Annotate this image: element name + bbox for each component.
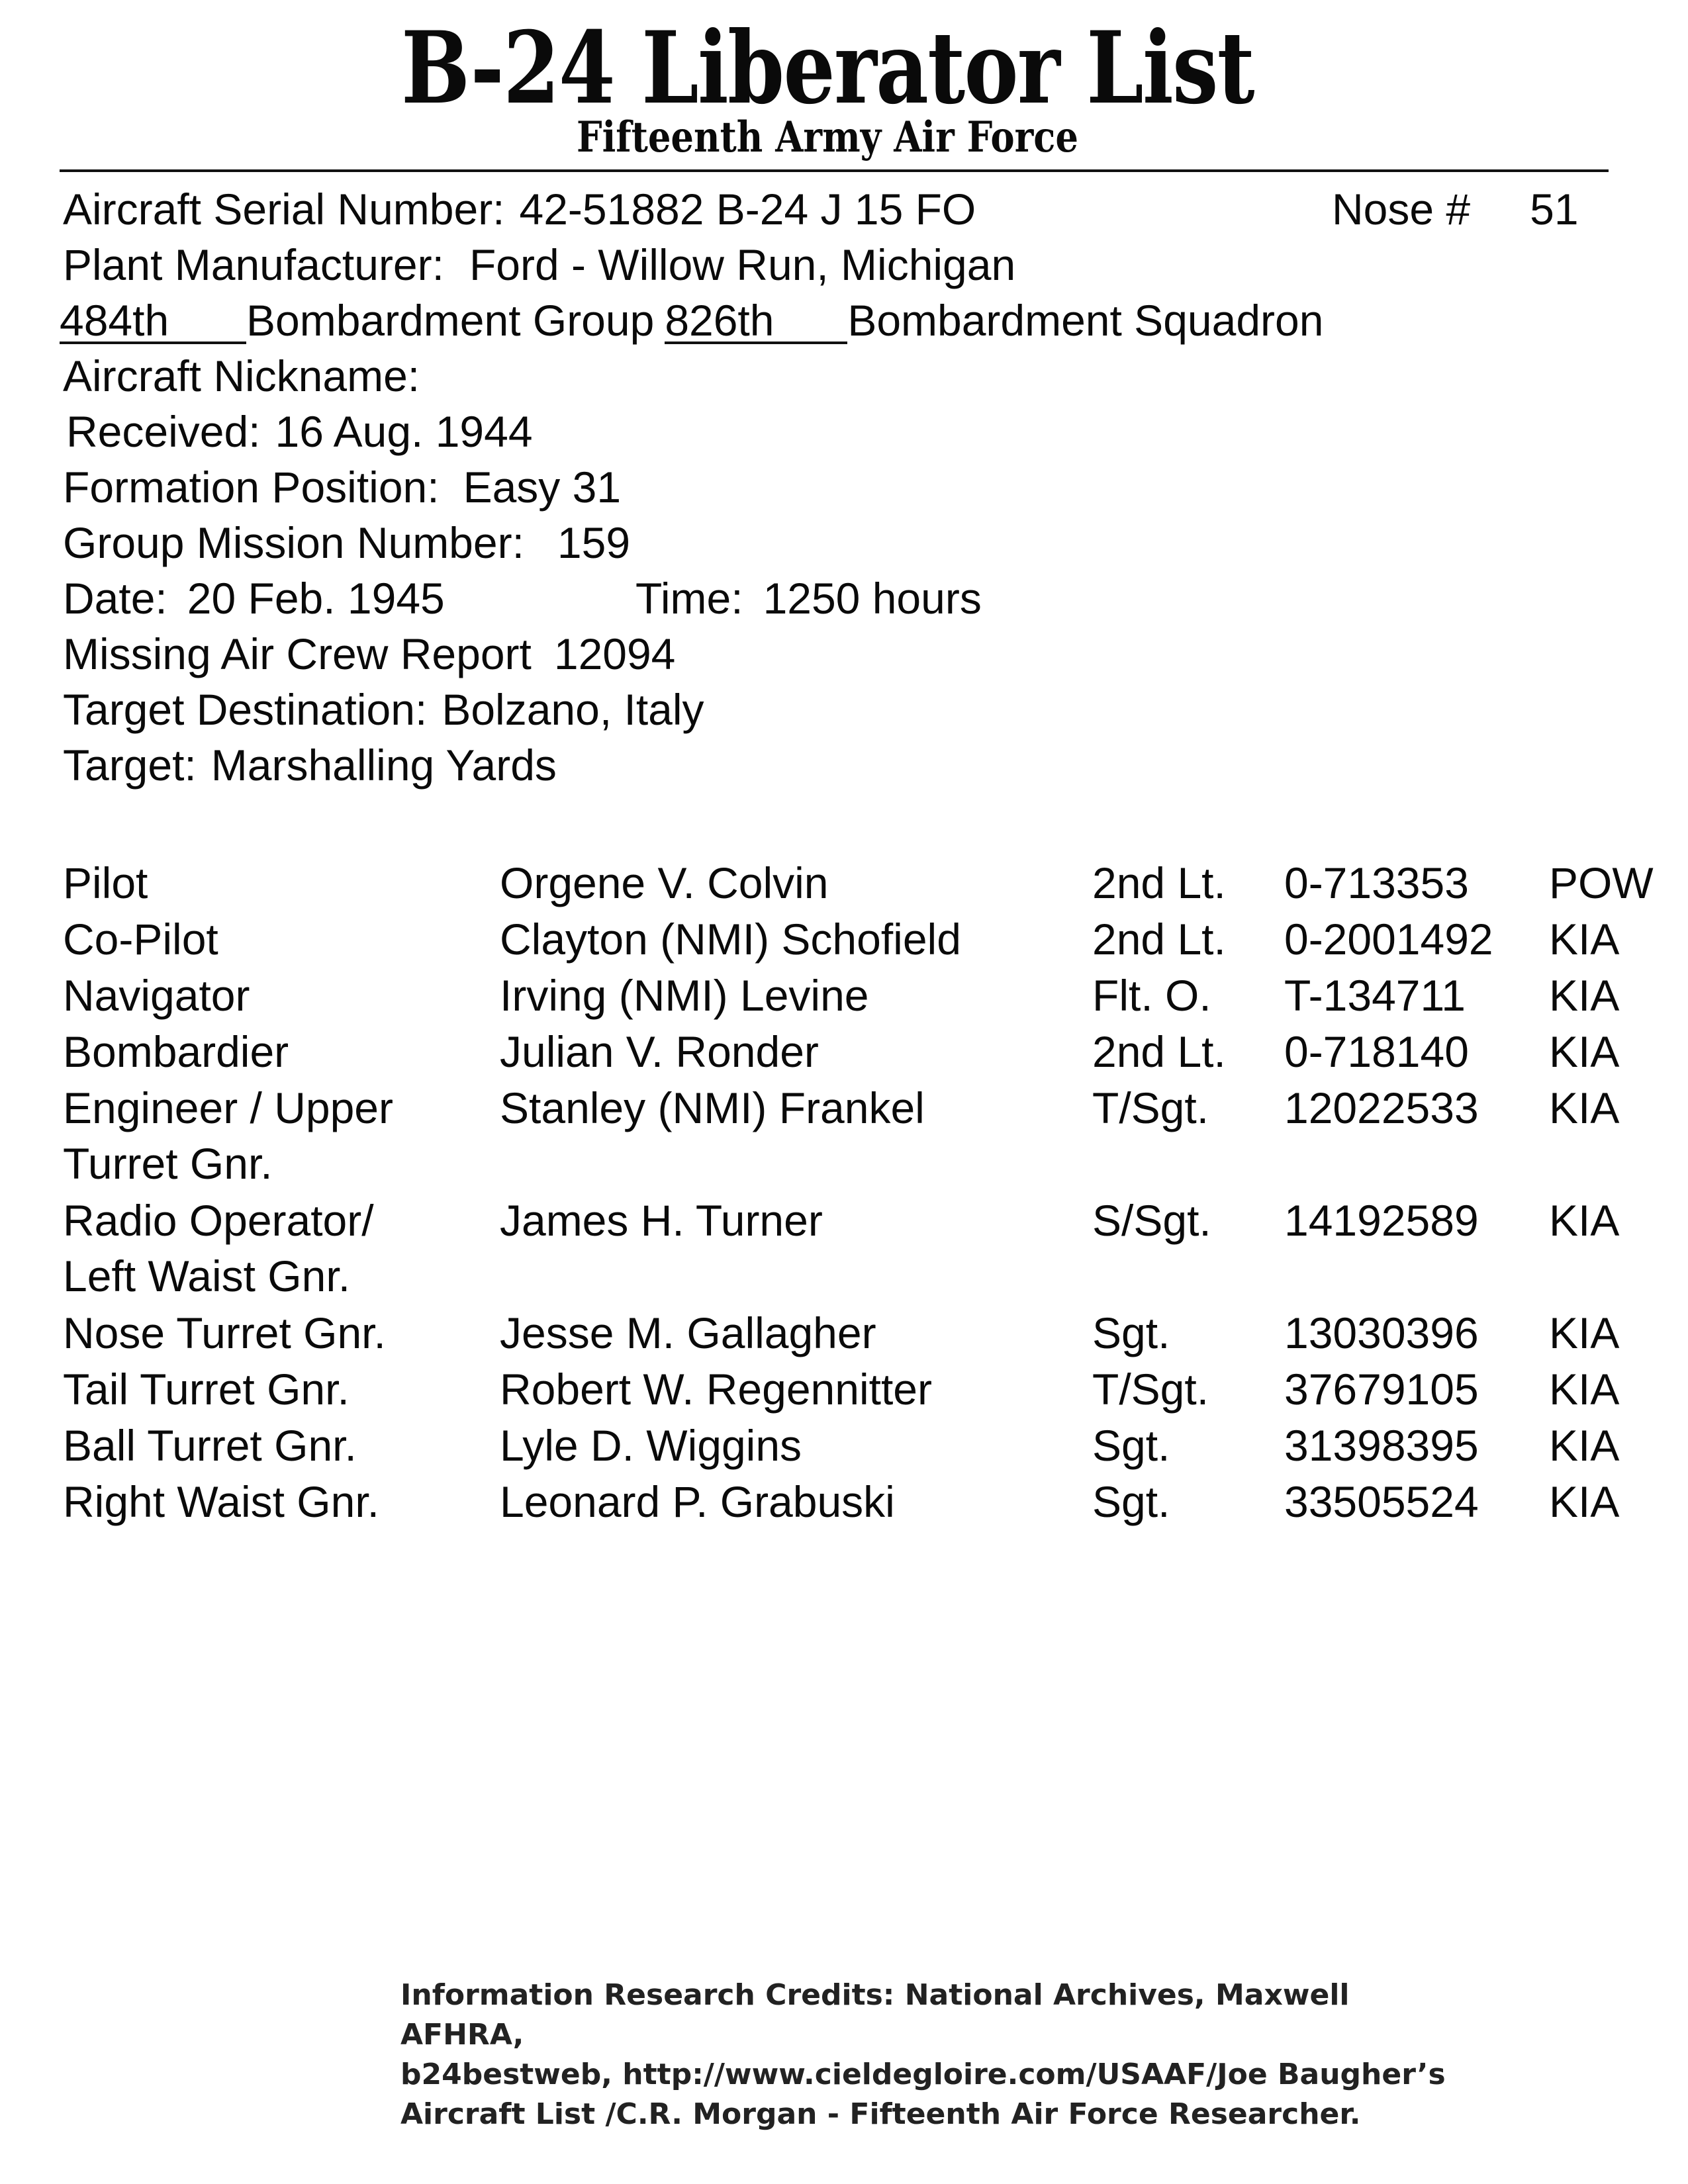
squadron-value: 826th [665, 299, 847, 344]
plant-line [63, 238, 1015, 291]
crew-row [0, 1080, 1688, 1193]
time-line [635, 572, 982, 625]
crew-position-continued: Turret Gnr. [63, 1139, 273, 1188]
crew-status: KIA [1549, 1027, 1620, 1076]
macr-value: 12094 [553, 629, 676, 678]
crew-position: Right Waist Gnr. [63, 1477, 380, 1526]
received-value: 16 Aug. 1944 [275, 407, 533, 456]
credits-line: Aircraft List /C.R. Morgan - Fifteenth Air Force Researcher. [400, 2097, 1361, 2131]
date-line [63, 572, 445, 625]
time-label: Time: [635, 574, 743, 623]
crew-position: Radio Operator/ [63, 1196, 374, 1245]
credits-line: b24bestweb, http://www.cieldegloire.com/USAAF/Joe Baugher’s [400, 2058, 1446, 2091]
crew-position: Engineer / Upper [63, 1083, 393, 1132]
time-value: 1250 hours [763, 574, 982, 623]
crew-rank: T/Sgt. [1092, 1365, 1209, 1414]
crew-rank: S/Sgt. [1092, 1196, 1211, 1245]
crew-serial: 14192589 [1284, 1196, 1479, 1245]
crew-position: Pilot [63, 858, 148, 907]
crew-name: Lyle D. Wiggins [500, 1421, 802, 1470]
crew-serial: 33505524 [1284, 1477, 1479, 1526]
group-line [60, 294, 1323, 347]
target-value: Marshalling Yards [211, 741, 557, 790]
crew-serial: 13030396 [1284, 1308, 1479, 1357]
crew-status: POW [1549, 858, 1654, 907]
crew-rank: 2nd Lt. [1092, 858, 1226, 907]
destination-line [63, 683, 704, 736]
date-label: Date: [63, 574, 167, 623]
crew-name: Irving (NMI) Levine [500, 971, 869, 1020]
crew-status: KIA [1549, 1308, 1620, 1357]
crew-serial: 0-718140 [1284, 1027, 1469, 1076]
crew-status: KIA [1549, 1196, 1620, 1245]
macr-line [63, 627, 675, 680]
crew-position: Nose Turret Gnr. [63, 1308, 386, 1357]
crew-status: KIA [1549, 1083, 1620, 1132]
serial-value: 42-51882 B-24 J 15 FO [519, 185, 976, 234]
squadron-label: Bombardment Squadron [847, 296, 1324, 345]
mission-label: Group Mission Number: [63, 518, 524, 567]
crew-rank: Sgt. [1092, 1308, 1170, 1357]
nickname-label: Aircraft Nickname: [63, 351, 420, 400]
crew-status: KIA [1549, 1477, 1620, 1526]
formation-line [63, 461, 621, 514]
nose-line [1332, 183, 1579, 236]
crew-position: Co-Pilot [63, 915, 218, 964]
crew-rank: Flt. O. [1092, 971, 1211, 1020]
serial-line [63, 183, 976, 236]
target-line [63, 739, 557, 792]
crew-status: KIA [1549, 915, 1620, 964]
crew-rank: Sgt. [1092, 1477, 1170, 1526]
nickname-line [63, 349, 434, 402]
plant-label: Plant Manufacturer: [63, 240, 444, 289]
crew-position: Tail Turret Gnr. [63, 1365, 350, 1414]
macr-label: Missing Air Crew Report [63, 629, 532, 678]
group-value: 484th [60, 299, 246, 344]
plant-value: Ford - Willow Run, Michigan [469, 240, 1016, 289]
crew-name: Julian V. Ronder [500, 1027, 819, 1076]
crew-serial: 0-2001492 [1284, 915, 1493, 964]
crew-name: Clayton (NMI) Schofield [500, 915, 961, 964]
crew-position-continued: Left Waist Gnr. [63, 1251, 351, 1300]
crew-rank: T/Sgt. [1092, 1083, 1209, 1132]
serial-label: Aircraft Serial Number: [63, 185, 505, 234]
received-line [66, 405, 533, 458]
crew-serial: 12022533 [1284, 1083, 1479, 1132]
nose-value: 51 [1530, 185, 1579, 234]
received-label: Received: [66, 407, 261, 456]
crew-status: KIA [1549, 1365, 1620, 1414]
nose-label: Nose # [1332, 185, 1471, 234]
credits-line: Information Research Credits: National Archives, Maxwell AFHRA, [400, 1978, 1350, 2052]
mission-value: 159 [557, 518, 631, 567]
crew-name: Jesse M. Gallagher [500, 1308, 876, 1357]
crew-position: Bombardier [63, 1027, 289, 1076]
crew-name: Stanley (NMI) Frankel [500, 1083, 925, 1132]
crew-name: James H. Turner [500, 1196, 823, 1245]
crew-rank: 2nd Lt. [1092, 1027, 1226, 1076]
crew-row [0, 1193, 1688, 1305]
formation-value: Easy 31 [463, 463, 622, 512]
crew-serial: 37679105 [1284, 1365, 1479, 1414]
crew-serial: 0-713353 [1284, 858, 1469, 907]
crew-rank: Sgt. [1092, 1421, 1170, 1470]
research-credits [400, 1976, 1460, 2134]
mission-line [63, 516, 630, 569]
crew-serial: T-134711 [1284, 971, 1466, 1020]
group-label: Bombardment Group [246, 296, 655, 345]
crew-position: Navigator [63, 971, 250, 1020]
crew-status: KIA [1549, 971, 1620, 1020]
crew-name: Leonard P. Grabuski [500, 1477, 895, 1526]
header-divider [60, 169, 1609, 172]
crew-position: Ball Turret Gnr. [63, 1421, 357, 1470]
page-title: B-24 Liberator List [401, 10, 1254, 126]
crew-name: Orgene V. Colvin [500, 858, 829, 907]
destination-value: Bolzano, Italy [442, 685, 704, 734]
crew-row [0, 1474, 1688, 1586]
crew-status: KIA [1549, 1421, 1620, 1470]
crew-rank: 2nd Lt. [1092, 915, 1226, 964]
crew-serial: 31398395 [1284, 1421, 1479, 1470]
page-subtitle: Fifteenth Army Air Force [577, 113, 1078, 162]
target-label: Target: [63, 741, 197, 790]
destination-label: Target Destination: [63, 685, 428, 734]
formation-label: Formation Position: [63, 463, 440, 512]
crew-name: Robert W. Regennitter [500, 1365, 932, 1414]
date-value: 20 Feb. 1945 [187, 574, 445, 623]
